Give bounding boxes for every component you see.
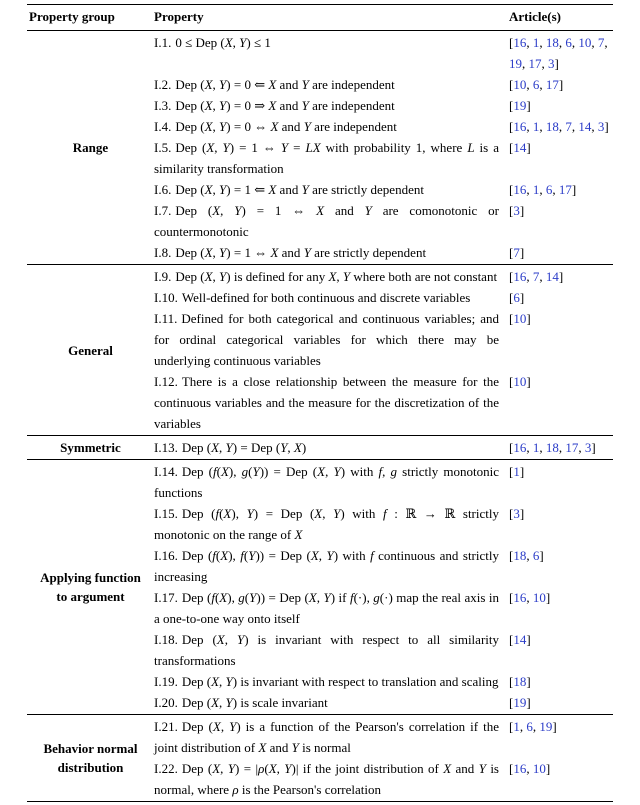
property-text: 0 ≤ Dep (X, Y) ≤ 1 <box>175 35 271 50</box>
property-id: I.13. <box>154 440 178 455</box>
table-row <box>154 758 613 800</box>
property-group-section <box>27 459 613 714</box>
property-id: I.9. <box>154 269 172 284</box>
property-rows <box>154 266 613 434</box>
property-group-name: Range <box>72 140 109 155</box>
table-row <box>154 629 613 671</box>
citation-link[interactable]: 3 <box>548 56 555 71</box>
citation-link[interactable]: 16 <box>513 35 527 50</box>
property-id: I.11. <box>154 311 178 326</box>
table-row <box>154 587 613 629</box>
property-text: Dep (X, Y) = Dep (Y, X) <box>181 440 307 455</box>
table-row <box>154 371 613 434</box>
property-cell <box>154 758 509 800</box>
citation-link[interactable]: 16 <box>513 761 527 776</box>
property-text: Dep (X, Y) = 1 ⇐ X and Y are strictly dependent <box>175 182 424 197</box>
property-text: Dep (X, Y) = 1 ⇔ X and Y are comonotonic or countermonotonic <box>154 203 499 239</box>
property-id: I.3. <box>154 98 172 113</box>
table-row <box>154 200 613 242</box>
property-id: I.8. <box>154 245 172 260</box>
citation-link[interactable]: 1 <box>532 119 540 134</box>
property-id: I.12. <box>154 374 178 389</box>
property-cell <box>154 629 509 671</box>
header-articles: Article(s) <box>509 9 561 24</box>
property-text: Dep (X, Y) is invariant with respect to translation and scaling <box>181 674 499 689</box>
table-row <box>154 179 613 200</box>
citation-link[interactable]: 18 <box>545 119 559 134</box>
citation-link[interactable]: 1 <box>532 35 540 50</box>
property-text: Dep (X, Y) = 1 ⇔ Y = LX with probability 1, where L is a similarity transformation <box>154 140 499 176</box>
table-row <box>154 545 613 587</box>
table-row <box>154 716 613 758</box>
table-header-row <box>27 5 613 31</box>
citation-link[interactable]: 17 <box>545 77 559 92</box>
citation-link[interactable]: 3 <box>513 506 520 521</box>
citation-link[interactable]: 10 <box>513 77 527 92</box>
citation-link[interactable]: 14 <box>513 140 527 155</box>
property-text: Dep (X, Y) = |ρ(X, Y)| if the joint distribution of X and Y is normal, where ρ is the Pearson's correlation <box>154 761 499 797</box>
table-row <box>154 137 613 179</box>
property-group-name: General <box>68 342 113 358</box>
property-group-section <box>27 435 613 459</box>
property-text: Dep (X, Y) = 0 ⇔ X and Y are independent <box>175 119 397 134</box>
property-id: I.10. <box>154 290 178 305</box>
article-citations: [3] <box>509 203 525 218</box>
citation-link[interactable]: 10 <box>532 761 546 776</box>
property-id: I.19. <box>154 674 178 689</box>
table-row <box>154 242 613 263</box>
table-row <box>154 503 613 545</box>
property-rows <box>154 716 613 800</box>
property-cell <box>154 371 509 434</box>
property-id: I.21. <box>154 719 178 734</box>
table-row <box>154 308 613 371</box>
article-citations: [16, 10] <box>509 761 551 776</box>
property-cell <box>154 587 509 629</box>
citation-link[interactable]: 18 <box>513 548 527 563</box>
table-row <box>154 266 613 287</box>
property-id: I.22. <box>154 761 178 776</box>
citation-link[interactable]: 16 <box>513 590 527 605</box>
article-citations: [16, 1, 18, 7, 14, 3] <box>509 119 609 134</box>
citation-link[interactable]: 17 <box>528 56 542 71</box>
property-cell <box>154 95 509 116</box>
table-body <box>27 31 613 801</box>
citation-link[interactable]: 6 <box>545 182 553 197</box>
article-citations: [10] <box>509 311 531 326</box>
property-cell <box>154 503 509 545</box>
property-cell <box>154 74 509 95</box>
article-citations: [16, 1, 18, 6, 10, 7, 19, 17, 3] <box>509 35 608 71</box>
article-citations: [1, 6, 19] <box>509 719 557 734</box>
property-text: Well-defined for both continuous and discrete variables <box>181 290 471 305</box>
citation-link[interactable]: 6 <box>526 719 533 734</box>
citation-link[interactable]: 1 <box>532 182 540 197</box>
property-text: There is a close relationship between the measure for the continuous variables and the measure for the discretization of the variables <box>154 374 499 431</box>
article-citations: [10, 6, 17] <box>509 77 564 92</box>
property-text: Dep (f(X), g(Y)) = Dep (X, Y) if f(·), g(·) map the real axis in a one-to-one way onto itself <box>154 590 499 626</box>
property-group-section <box>27 714 613 801</box>
article-citations: [16, 1, 6, 17] <box>509 182 577 197</box>
article-citations: [10] <box>509 374 531 389</box>
property-rows <box>154 437 613 458</box>
property-cell <box>154 545 509 587</box>
article-citations: [19] <box>509 695 531 710</box>
property-cell <box>154 692 509 713</box>
property-cell <box>154 716 509 758</box>
citation-link[interactable]: 6 <box>532 548 540 563</box>
property-cell <box>154 287 509 308</box>
citation-link[interactable]: 18 <box>545 35 559 50</box>
article-citations: [16, 10] <box>509 590 551 605</box>
property-text: Dep (X, Y) = 1 ⇔ X and Y are strictly dependent <box>175 245 427 260</box>
property-rows <box>154 461 613 713</box>
property-id: I.20. <box>154 695 178 710</box>
article-citations: [7] <box>509 245 525 260</box>
article-citations: [18, 6] <box>509 548 544 563</box>
property-cell <box>154 242 509 263</box>
header-property-group: Property group <box>29 9 115 24</box>
citation-link[interactable]: 14 <box>578 119 592 134</box>
table-row <box>154 671 613 692</box>
citation-link[interactable]: 16 <box>513 182 527 197</box>
property-text: Dep (X, Y) is a function of the Pearson's correlation if the joint distribution of X and Y is normal <box>154 719 499 755</box>
property-cell <box>154 308 509 371</box>
property-text: Dep (f(X), g(Y)) = Dep (X, Y) with f, g strictly monotonic functions <box>154 464 500 500</box>
citation-link[interactable]: 19 <box>509 56 522 71</box>
property-text: Dep (X, Y) is invariant with respect to all similarity transformations <box>154 632 499 668</box>
property-text: Dep (f(X), Y) = Dep (X, Y) with f : ℝ → ℝ strictly monotonic on the range of X <box>154 506 499 542</box>
citation-link[interactable]: 18 <box>545 440 559 455</box>
property-cell <box>154 266 509 287</box>
table-row <box>154 74 613 95</box>
table-row <box>154 692 613 713</box>
citation-link[interactable]: 1 <box>513 719 520 734</box>
property-cell <box>154 461 509 503</box>
citation-link[interactable]: 6 <box>513 290 520 305</box>
citation-link[interactable]: 16 <box>513 119 527 134</box>
citation-link[interactable]: 18 <box>513 674 527 689</box>
citation-link[interactable]: 14 <box>545 269 559 284</box>
property-id: I.17. <box>154 590 178 605</box>
citation-link[interactable]: 7 <box>565 119 572 134</box>
citation-link[interactable]: 7 <box>513 245 520 260</box>
table-row <box>154 287 613 308</box>
table-row <box>154 95 613 116</box>
citation-link[interactable]: 14 <box>513 632 527 647</box>
article-citations: [14] <box>509 632 531 647</box>
citation-link[interactable]: 10 <box>513 311 527 326</box>
property-cell <box>154 32 509 53</box>
table-row <box>154 116 613 137</box>
property-text: Dep (X, Y) = 0 ⇐ X and Y are independent <box>175 77 395 92</box>
citation-link[interactable]: 7 <box>532 269 540 284</box>
property-text: Dep (X, Y) is defined for any X, Y where both are not constant <box>175 269 498 284</box>
citation-link[interactable]: 3 <box>513 203 520 218</box>
article-citations: [16, 1, 18, 17, 3] <box>509 440 596 455</box>
property-id: I.14. <box>154 464 178 479</box>
citation-link[interactable]: 17 <box>565 440 579 455</box>
citation-link[interactable]: 16 <box>513 269 527 284</box>
property-cell <box>154 671 509 692</box>
property-id: I.4. <box>154 119 172 134</box>
citation-link[interactable]: 19 <box>539 719 553 734</box>
property-text: Defined for both categorical and continuous variables; and for ordinal categorical variables for which there may be underlying continuous variables <box>154 311 499 368</box>
article-citations: [18] <box>509 674 531 689</box>
article-citations: [19] <box>509 98 531 113</box>
article-citations: [3] <box>509 506 525 521</box>
property-group-name: Symmetric <box>60 440 121 455</box>
table-row <box>154 461 613 503</box>
property-cell <box>154 116 509 137</box>
property-group-section <box>27 264 613 435</box>
property-cell <box>154 137 509 179</box>
property-id: I.15. <box>154 506 178 521</box>
property-id: I.7. <box>154 203 172 218</box>
article-citations: [14] <box>509 140 531 155</box>
citation-link[interactable]: 19 <box>513 695 527 710</box>
property-text: Dep (f(X), f(Y)) = Dep (X, Y) with f continuous and strictly increasing <box>154 548 499 584</box>
property-cell <box>154 437 509 458</box>
property-id: I.6. <box>154 182 172 197</box>
citation-link[interactable]: 10 <box>578 35 592 50</box>
property-text: Dep (X, Y) = 0 ⇒ X and Y are independent <box>175 98 395 113</box>
property-group-name: Behavior normal distribution <box>43 741 138 775</box>
property-id: I.2. <box>154 77 172 92</box>
citation-link[interactable]: 7 <box>597 35 605 50</box>
property-rows <box>154 32 613 263</box>
property-id: I.18. <box>154 632 178 647</box>
article-citations: [16, 7, 14] <box>509 269 564 284</box>
table-row <box>154 32 613 74</box>
citation-link[interactable]: 1 <box>513 464 520 479</box>
citation-link[interactable]: 6 <box>565 35 572 50</box>
citation-link[interactable]: 10 <box>513 374 527 389</box>
citation-link[interactable]: 19 <box>513 98 527 113</box>
property-id: I.16. <box>154 548 178 563</box>
property-group-name: Applying function to argument <box>40 570 141 604</box>
header-property: Property <box>154 9 204 24</box>
citation-link[interactable]: 3 <box>584 440 592 455</box>
citation-link[interactable]: 16 <box>513 440 527 455</box>
property-id: I.1. <box>154 35 172 50</box>
citation-link[interactable]: 10 <box>532 590 546 605</box>
article-citations: [6] <box>509 290 525 305</box>
properties-table <box>27 4 613 802</box>
citation-link[interactable]: 17 <box>558 182 572 197</box>
paper-page <box>0 4 640 802</box>
article-citations: [1] <box>509 464 525 479</box>
property-text: Dep (X, Y) is scale invariant <box>181 695 328 710</box>
property-cell <box>154 200 509 242</box>
citation-link[interactable]: 1 <box>532 440 540 455</box>
table-row <box>154 437 613 458</box>
citation-link[interactable]: 3 <box>597 119 605 134</box>
property-cell <box>154 179 509 200</box>
citation-link[interactable]: 6 <box>532 77 540 92</box>
property-group-section <box>27 31 613 264</box>
property-id: I.5. <box>154 140 172 155</box>
